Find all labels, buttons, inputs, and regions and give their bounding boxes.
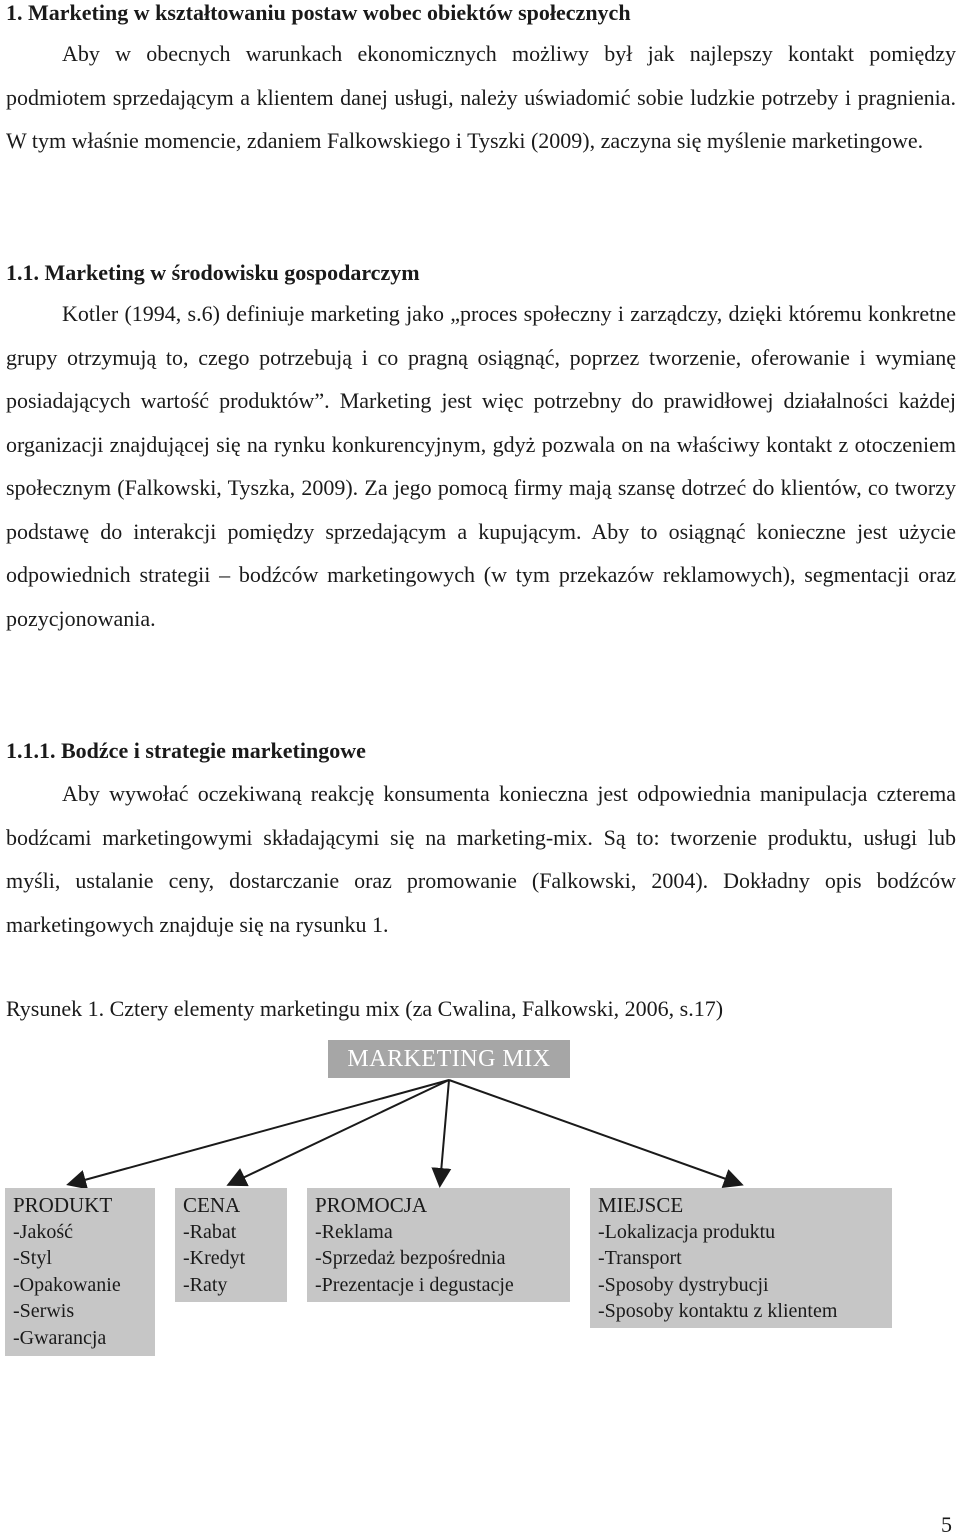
card-produkt-title: PRODUKT [13,1193,113,1217]
card-produkt [5,1188,155,1356]
section-heading-1: 1. Marketing w kształtowaniu postaw wobec obiektów społecznych [6,0,631,25]
card-miejsce-item: -Transport [598,1247,682,1269]
connector-promocja [440,1080,449,1184]
card-miejsce [590,1188,892,1328]
card-promocja-item: -Reklama [315,1220,393,1243]
card-miejsce-item: -Sposoby kontaktu z klientem [598,1300,838,1322]
section-1-1-1-paragraph-text: Aby wywołać oczekiwaną reakcję konsumenta konieczna jest odpowiednia manipulacja czterema bodźcami marketingowymi składającymi się na marketing-mix. Są to: tworzenie produktu, usługi lub myśli, ustalanie ceny, dostarczanie oraz promowanie (Falkowski, 2004). Dokładny opis bodźców marketingowych znajduje się na rysunku 1. [6,781,956,937]
card-cena-item: -Kredyt [183,1247,246,1269]
connector-miejsce [449,1080,740,1184]
card-promocja [307,1188,570,1302]
card-produkt-item: -Opakowanie [13,1273,121,1296]
card-miejsce-item: -Lokalizacja produktu [598,1220,776,1243]
section-1-paragraph-text: Aby w obecnych warunkach ekonomicznych możliwy był jak najlepszy kontakt pomiędzy podmiotem sprzedającym a klientem danej usługi, należy uświadomić sobie ludzkie potrzeby i pragnienia. W tym właśnie momencie, zdaniem Falkowskiego i Tyszki (2009), zaczyna się myślenie marketingowe. [6,41,956,153]
section-1-1-paragraph-text: Kotler (1994, s.6) definiuje marketing jako „proces społeczny i zarządczy, dzięki któremu konkretne grupy otrzymują to, czego potrzebują i co pragną osiągnąć, poprzez tworzenie, oferowanie i wymianę posiadających wartość produktów”. Marketing jest więc potrzebny do prawidłowej działalności każdej organizacji znajdującej się na rynku konkurencyjnym, gdyż pozwala on na właściwy kontakt z otoczeniem społecznym (Falkowski, Tyszka, 2009). Za jego pomocą firmy mają szansę dotrzeć do klientów, co tworzy podstawę do interakcji pomiędzy sprzedającym a kupującym. Aby to osiągnąć konieczne jest użycie odpowiednich strategii – bodźców marketingowych (w tym przekazów reklamowych), segmentacji oraz pozycjonowania. [6,301,956,631]
card-miejsce-item: -Sposoby dystrybucji [598,1273,769,1296]
card-promocja-item: -Prezentacje i degustacje [315,1273,514,1296]
card-produkt-item: -Jakość [13,1220,73,1243]
marketing-mix-box: MARKETING MIX [328,1040,570,1078]
card-cena [175,1188,287,1302]
card-produkt-item: -Serwis [13,1300,75,1322]
card-produkt-item: -Styl [13,1247,52,1269]
section-heading-1-1: 1.1. Marketing w środowisku gospodarczym [6,260,420,285]
card-miejsce-title: MIEJSCE [598,1193,684,1217]
card-promocja-item: -Sprzedaż bezpośrednia [315,1247,506,1269]
card-cena-item: -Rabat [183,1220,237,1243]
figure-caption: Rysunek 1. Cztery elementy marketingu mix (za Cwalina, Falkowski, 2006, s.17) [6,996,724,1021]
card-produkt-item: -Gwarancja [13,1326,107,1349]
connector-produkt [70,1080,449,1184]
card-promocja-title: PROMOCJA [315,1193,428,1217]
card-cena-title: CENA [183,1193,241,1217]
card-cena-item: -Raty [183,1273,228,1296]
page-number: 5 [941,1512,952,1537]
section-heading-1-1-1: 1.1.1. Bodźce i strategie marketingowe [6,738,366,763]
